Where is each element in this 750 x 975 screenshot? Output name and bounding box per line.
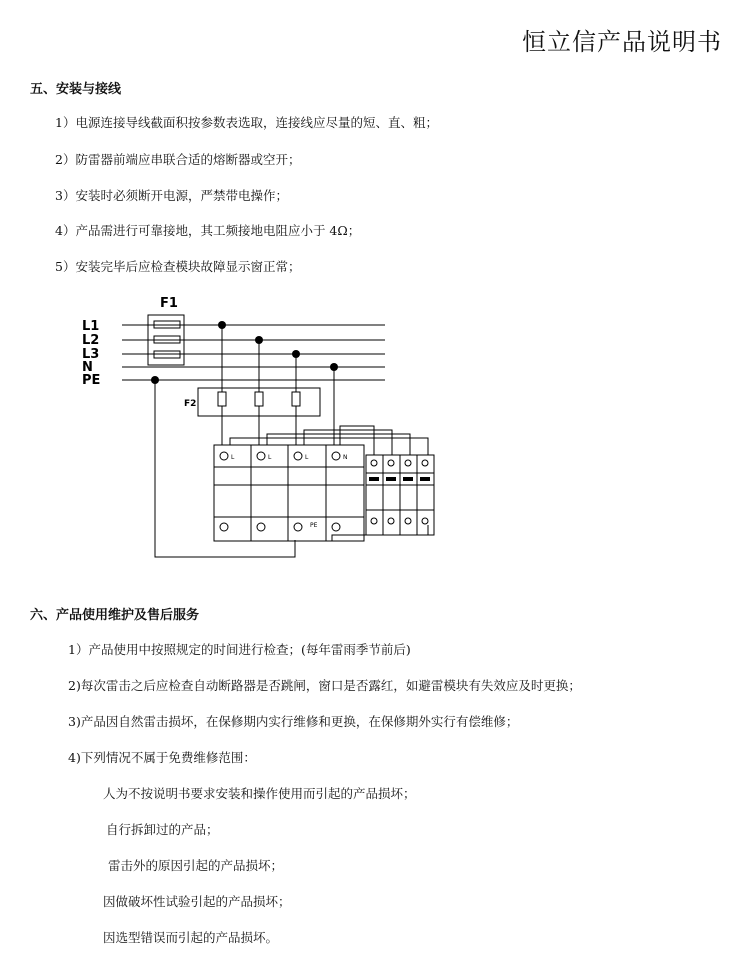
service-item-4: 4)下列情况不属于免费维修范围： [68,750,256,765]
exclusion-item-4: 因做破坏性试验引起的产品损坏； [103,894,291,909]
module-terminal-4: N [343,454,348,461]
module-terminal-3: L [305,454,309,461]
module-terminal-1: L [231,454,235,461]
module-terminal-2: L [268,454,272,461]
exclusion-item-5: 因选型错误而引起的产品损坏。 [103,930,279,945]
junction-dots [151,321,338,384]
section-six-title: 六、产品使用维护及售后服务 [30,608,200,623]
line-label-l3: L3 [82,347,100,362]
exclusion-item-3: 雷击外的原因引起的产品损坏； [108,858,284,873]
feed-wires [155,325,334,557]
spd-module [214,445,364,541]
service-item-3: 3)产品因自然雷击损坏，在保修期内实行维修和更换，在保修期外实行有偿维修； [68,714,519,729]
exclusion-item-2: 自行拆卸过的产品； [106,822,219,837]
install-item-5: 5）安装完毕后应检查模块故障显示窗正常； [55,259,301,274]
install-item-3: 3）安装时必须断开电源，严禁带电操作； [55,188,288,203]
install-item-2: 2）防雷器前端应串联合适的熔断器或空开； [55,152,301,167]
install-item-1: 1）电源连接导线截面积按参数表选取，连接线应尽量的短、直、粗； [55,115,438,130]
page-title: 恒立信产品说明书 [522,28,722,56]
line-label-pe: PE [82,373,101,388]
service-item-2: 2)每次雷击之后应检查自动断路器是否跳闸，窗口是否露红，如避雷模块有失效应及时更换； [68,678,581,693]
side-module [366,455,434,535]
install-item-4: 4）产品需进行可靠接地，其工频接地电阻应小于 4Ω； [55,223,361,238]
wiring-diagram [80,295,440,565]
line-label-l2: L2 [82,333,100,348]
section-five-title: 五、安装与接线 [30,82,122,97]
bus-lines [122,325,385,380]
line-label-l1: L1 [82,319,100,334]
service-item-1: 1）产品使用中按照规定的时间进行检查；(每年雷雨季节前后) [68,642,411,657]
pe-terminal-label: PE [310,522,318,529]
f2-label: F2 [184,399,197,409]
line-label-n: N [82,360,93,375]
f1-label: F1 [160,296,178,311]
exclusion-item-1: 人为不按说明书要求安装和操作使用而引起的产品损坏； [103,786,416,801]
